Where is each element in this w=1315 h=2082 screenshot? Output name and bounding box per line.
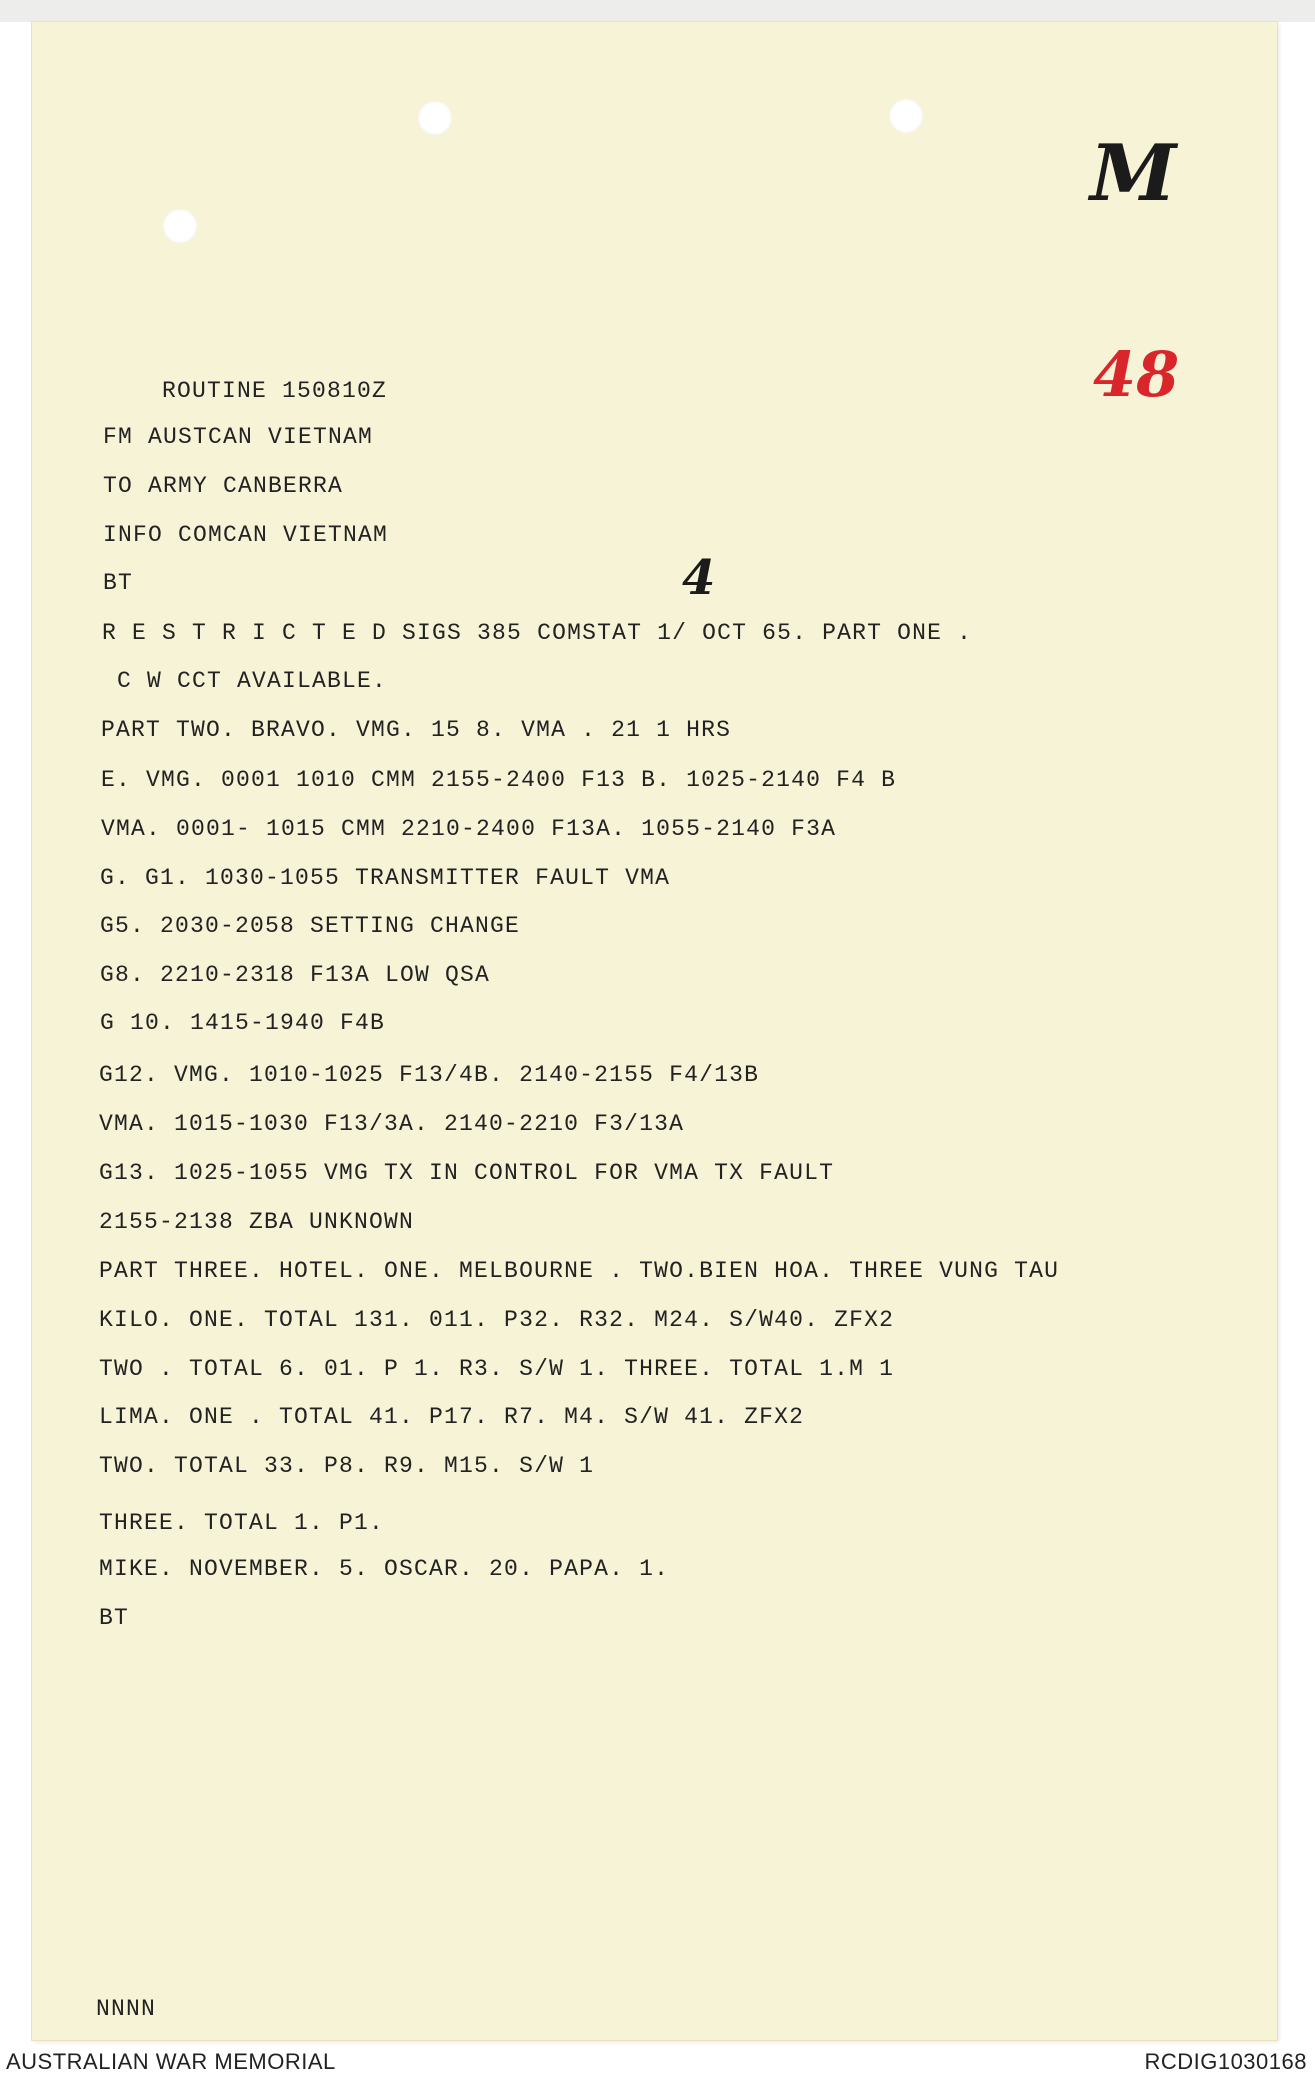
punch-hole [418,101,452,135]
message-break-line: BT [99,1605,130,1631]
message-body-line: E. VMG. 0001 1010 CMM 2155-2400 F13 B. 1025-2140 F4 B [101,767,897,793]
punch-hole [889,99,923,133]
message-body-line: VMA. 1015-1030 F13/3A. 2140-2210 F3/13A [99,1111,685,1137]
message-body-line: G. G1. 1030-1055 TRANSMITTER FAULT VMA [100,865,671,891]
message-body-line: C W CCT AVAILABLE. [117,668,388,694]
message-body-line: G8. 2210-2318 F13A LOW QSA [100,962,491,988]
message-body-line: 2155-2138 ZBA UNKNOWN [99,1209,415,1235]
message-body-line: TWO. TOTAL 33. P8. R9. M15. S/W 1 [99,1453,595,1479]
message-body-line: MIKE. NOVEMBER. 5. OSCAR. 20. PAPA. 1. [99,1556,670,1582]
message-body-line: PART THREE. HOTEL. ONE. MELBOURNE . TWO.BIEN HOA. THREE VUNG TAU [99,1258,1060,1284]
message-to-line: TO ARMY CANBERRA [103,473,344,499]
message-body-line: KILO. ONE. TOTAL 131. 011. P32. R32. M24. S/W40. ZFX2 [99,1307,895,1333]
message-body-line: R E S T R I C T E D SIGS 385 COMSTAT 1/ OCT 65. PART ONE . [102,620,973,646]
archive-reference-id: RCDIG1030168 [1144,2049,1307,2074]
message-end-marker: NNNN [96,1996,157,2022]
message-from-line: FM AUSTCAN VIETNAM [103,424,374,450]
message-body-line: VMA. 0001- 1015 CMM 2210-2400 F13A. 1055-2140 F3A [101,816,837,842]
message-body-line: TWO . TOTAL 6. 01. P 1. R3. S/W 1. THREE. TOTAL 1.M 1 [99,1356,895,1382]
message-body-line: THREE. TOTAL 1. P1. [99,1510,385,1536]
message-body-line: PART TWO. BRAVO. VMG. 15 8. VMA . 21 1 HRS [101,717,732,743]
message-precedence-dtg: ROUTINE 150810Z [162,378,388,404]
archive-credit: AUSTRALIAN WAR MEMORIAL [6,2049,336,2074]
message-info-line: INFO COMCAN VIETNAM [103,522,389,548]
message-body-line: G 10. 1415-1940 F4B [100,1010,386,1036]
punch-hole [163,209,197,243]
scan-top-edge [0,0,1315,22]
message-body-line: G12. VMG. 1010-1025 F13/4B. 2140-2155 F4/13B [99,1062,760,1088]
handwritten-folio-number: 48 [1093,338,1180,411]
message-body-line: G5. 2030-2058 SETTING CHANGE [100,913,521,939]
message-break-line: BT [103,570,134,596]
handwritten-date-correction: 4 [682,550,716,606]
handwritten-initials: M [1090,128,1177,219]
message-body-line: G13. 1025-1055 VMG TX IN CONTROL FOR VMA TX FAULT [99,1160,835,1186]
message-body-line: LIMA. ONE . TOTAL 41. P17. R7. M4. S/W 41. ZFX2 [99,1404,805,1430]
